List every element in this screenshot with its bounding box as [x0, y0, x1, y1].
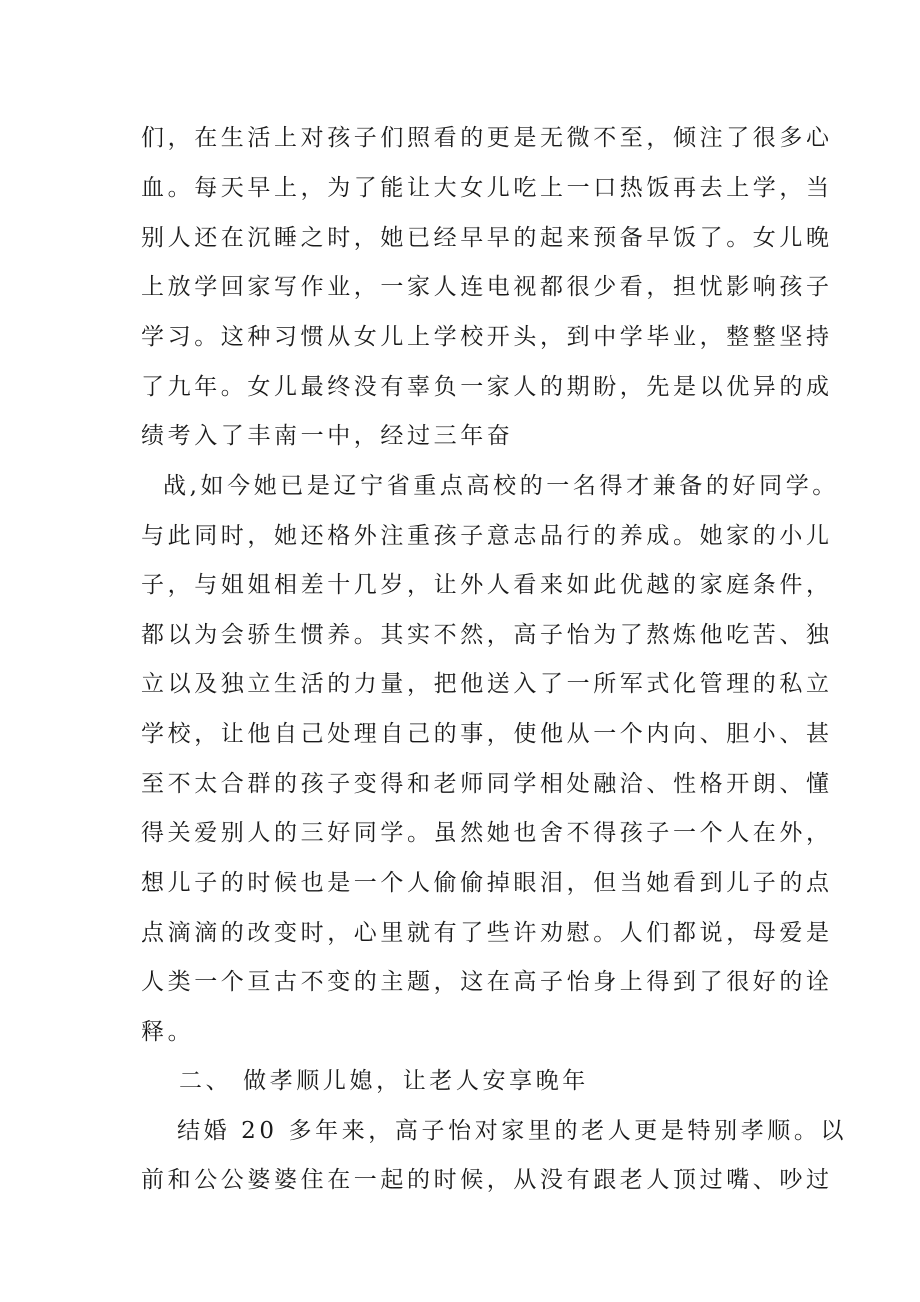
text-line: 点滴滴的改变时，心里就有了些许劝慰。人们都说，母爱是: [141, 920, 833, 946]
text-line: 释。: [141, 1019, 195, 1045]
text-line: 了九年。女儿最终没有辜负一家人的期盼，先是以优异的成: [141, 374, 833, 400]
text-line: 都以为会骄生惯养。其实不然，高子怡为了熬炼他吃苦、独: [141, 622, 833, 648]
section-heading: 二、 做孝顺儿媳，让老人安享晚年: [179, 1068, 589, 1094]
text-line: 学习。这种习惯从女儿上学校开头，到中学毕业，整整坚持: [141, 324, 833, 350]
text-line: 至不太合群的孩子变得和老师同学相处融洽、性格开朗、懂: [141, 771, 833, 797]
text-line: 与此同时，她还格外注重孩子意志品行的养成。她家的小儿: [141, 523, 833, 549]
text-line: 血。每天早上，为了能让大女儿吃上一口热饭再去上学，当: [141, 175, 833, 201]
text-line: 得关爱别人的三好同学。虽然她也舍不得孩子一个人在外，: [141, 820, 833, 846]
text-line: 战,如今她已是辽宁省重点高校的一名得才兼备的好同学。: [163, 473, 839, 499]
text-line: 想儿子的时候也是一个人偷偷掉眼泪，但当她看到儿子的点: [141, 870, 833, 896]
text-line: 学校，让他自己处理自己的事，使他从一个内向、胆小、甚: [141, 721, 833, 747]
text-line: 立以及独立生活的力量，把他送入了一所军式化管理的私立: [141, 671, 833, 697]
text-line: 子，与姐姐相差十几岁，让外人看来如此优越的家庭条件，: [141, 572, 833, 598]
text-line: 前和公公婆婆住在一起的时候，从没有跟老人顶过嘴、吵过: [141, 1167, 833, 1193]
text-line: 别人还在沉睡之时，她已经早早的起来预备早饭了。女儿晚: [141, 225, 833, 251]
text-line: 绩考入了丰南一中，经过三年奋: [141, 423, 514, 449]
text-line: 人类一个亘古不变的主题，这在高子怡身上得到了很好的诠: [141, 969, 833, 995]
text-line: 们，在生活上对孩子们照看的更是无微不至，倾注了很多心: [141, 125, 833, 151]
text-line: 结婚 20 多年来，高子怡对家里的老人更是特别孝顺。以: [177, 1118, 848, 1144]
text-line: 上放学回家写作业，一家人连电视都很少看，担忧影响孩子: [141, 274, 833, 300]
